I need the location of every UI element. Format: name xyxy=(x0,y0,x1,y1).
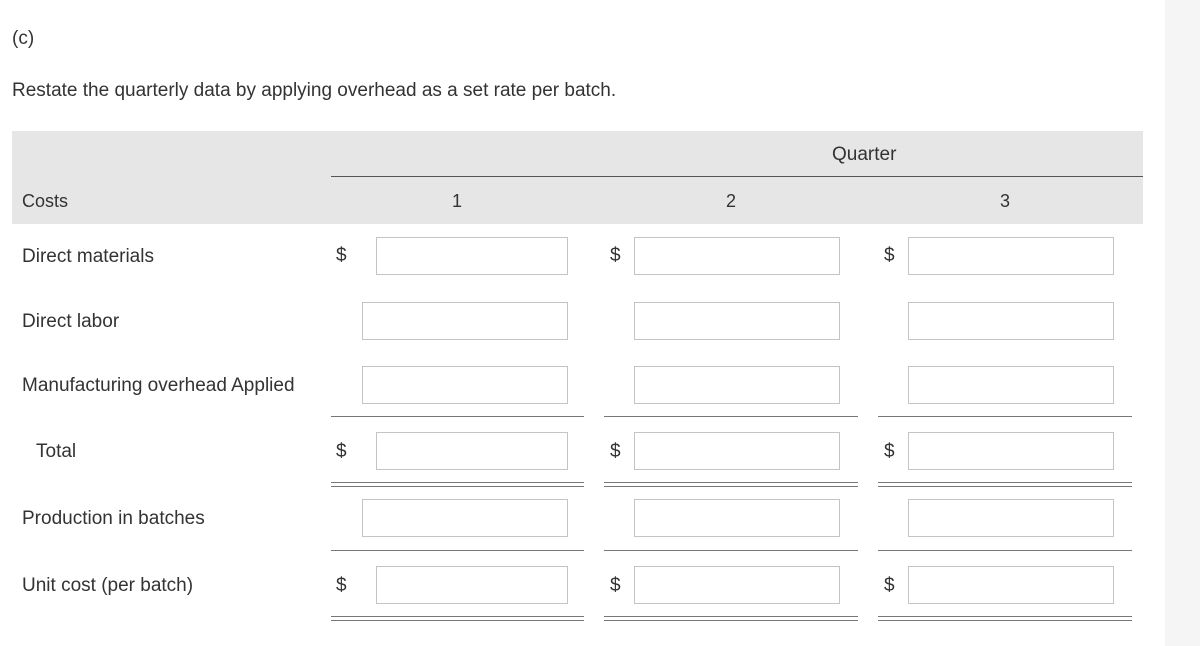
subtotal-rule xyxy=(604,416,858,417)
instruction-text: Restate the quarterly data by applying overhead as a set rate per batch. xyxy=(12,80,617,101)
row-label-direct-materials: Direct materials xyxy=(22,246,154,267)
dollar-sign: $ xyxy=(336,575,347,596)
dollar-sign: $ xyxy=(336,441,347,462)
part-label: (c) xyxy=(12,28,35,49)
unit-cost-double-rule xyxy=(331,616,584,617)
row-label-direct-labor: Direct labor xyxy=(22,311,120,332)
total-double-rule xyxy=(878,482,1132,483)
unit-cost-q1-input[interactable] xyxy=(376,566,568,604)
direct-labor-q2-input[interactable] xyxy=(634,302,840,340)
production-batches-q1-input[interactable] xyxy=(362,499,568,537)
header-divider xyxy=(331,176,1143,177)
total-q2-input[interactable] xyxy=(634,432,840,470)
total-double-rule xyxy=(331,486,584,487)
production-batches-q3-input[interactable] xyxy=(908,499,1114,537)
row-label-total: Total xyxy=(36,441,77,462)
right-side-panel xyxy=(1165,0,1200,646)
dollar-sign: $ xyxy=(610,575,621,596)
total-double-rule xyxy=(331,482,584,483)
row-label-unit-cost: Unit cost (per batch) xyxy=(22,575,194,596)
direct-materials-q2-input[interactable] xyxy=(634,237,840,275)
dollar-sign: $ xyxy=(610,441,621,462)
subtotal-rule xyxy=(878,416,1132,417)
overhead-applied-q3-input[interactable] xyxy=(908,366,1114,404)
dollar-sign: $ xyxy=(884,575,895,596)
costs-column-header: Costs xyxy=(22,191,69,211)
quarter-header-3: 3 xyxy=(999,191,1010,211)
total-double-rule xyxy=(878,486,1132,487)
unit-cost-q2-input[interactable] xyxy=(634,566,840,604)
total-double-rule xyxy=(604,482,858,483)
quarter-group-header: Quarter xyxy=(832,144,897,165)
dollar-sign: $ xyxy=(610,245,621,266)
quarter-header-1: 1 xyxy=(451,191,462,211)
unit-cost-double-rule xyxy=(878,616,1132,617)
table-header-band xyxy=(12,131,1143,224)
subtotal-rule xyxy=(331,416,584,417)
unit-cost-double-rule xyxy=(331,620,584,621)
overhead-applied-q2-input[interactable] xyxy=(634,366,840,404)
batches-rule xyxy=(878,550,1132,551)
direct-labor-q1-input[interactable] xyxy=(362,302,568,340)
row-label-overhead-applied: Manufacturing overhead Applied xyxy=(22,375,295,396)
total-q1-input[interactable] xyxy=(376,432,568,470)
quarter-header-2: 2 xyxy=(725,191,736,211)
total-q3-input[interactable] xyxy=(908,432,1114,470)
row-label-production-batches: Production in batches xyxy=(22,508,205,529)
batches-rule xyxy=(604,550,858,551)
unit-cost-double-rule xyxy=(604,620,858,621)
dollar-sign: $ xyxy=(884,245,895,266)
unit-cost-double-rule xyxy=(878,620,1132,621)
overhead-applied-q1-input[interactable] xyxy=(362,366,568,404)
direct-materials-q1-input[interactable] xyxy=(376,237,568,275)
unit-cost-double-rule xyxy=(604,616,858,617)
production-batches-q2-input[interactable] xyxy=(634,499,840,537)
dollar-sign: $ xyxy=(884,441,895,462)
batches-rule xyxy=(331,550,584,551)
total-double-rule xyxy=(604,486,858,487)
direct-labor-q3-input[interactable] xyxy=(908,302,1114,340)
unit-cost-q3-input[interactable] xyxy=(908,566,1114,604)
direct-materials-q3-input[interactable] xyxy=(908,237,1114,275)
dollar-sign: $ xyxy=(336,245,347,266)
